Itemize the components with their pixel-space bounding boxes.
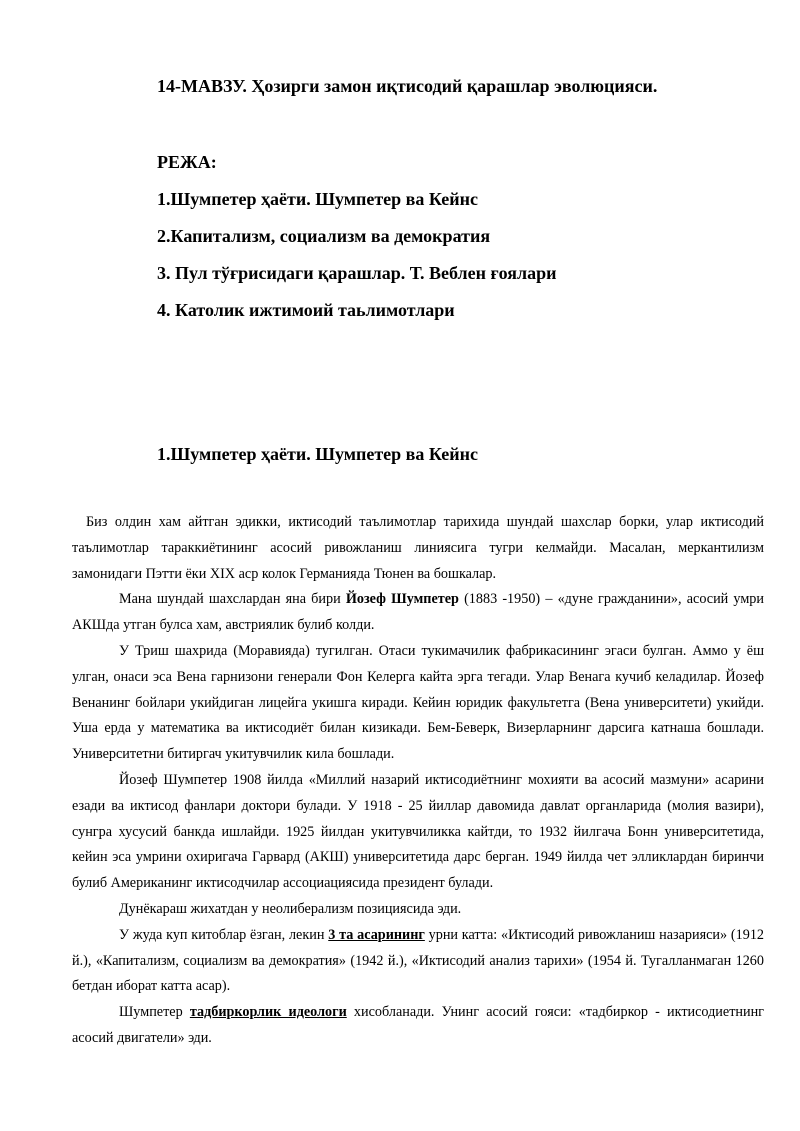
paragraph-7-text-after: хисобланади. Унинг асосий гояси: «тадбиркор - иктисодиетнинг асосий двигатели» эди. <box>72 1004 764 1046</box>
plan-item-3: 3. Пул тўғрисидаги қарашлар. Т. Веблен ғоялари <box>157 263 557 283</box>
paragraph-5: Дунёкараш жихатдан у неолиберализм позициясида эди. <box>119 900 462 917</box>
plan-label: РЕЖА: <box>157 152 217 172</box>
emphasis-three-works: 3 та асарининг <box>328 926 425 943</box>
paragraph-6-text-after: урни катта: «Иктисодий ривожланиш назарияси» (1912 й.), «Капитализм, социализм ва демократия» (1942 й.), «Иктисодий анализ тарихи» (1954 й. Тугалланмаган 1260 бетдан иборат катта асар). <box>72 926 765 995</box>
paragraph-4: Йозеф Шумпетер 1908 йилда «Миллий назарий иктисодиётнинг мохияти ва асосий мазмуни» асарини езади ва иктисод фанлари доктори булади. У 1918 - 25 йиллар давомида давлат органларида (молия вазири), сунгра хусусий банкда ишлайди. 1925 йилдан укитувчиликка кайтди, то 1932 йилгача Бонн университетида, кейин эса умрини охиригача Гарвард (АКШ) университетида дарс берган. 1949 йилда чет элликлардан биринчи булиб Американинг иктисодчилар ассоциациясида президент булади. <box>72 771 764 892</box>
body-text <box>72 510 764 1052</box>
paragraph-3: У Триш шахрида (Моравияда) тугилган. Отаси тукимачилик фабрикасининг эгаси булган. Аммо у ёш улган, онаси эса Вена гарнизони генерали Фон Келерга кайта эрга тегади. Улар Венага кучиб келадилар. Йозеф Венанинг бойлари укийдиган лицейга укишга киради. Кейин юридик факультетга (Вена университети) укийди. Уша ерда у математика ва иктисодиёт билан кизикади. Бем-Беверк, Визерларнинг дарсига катнаша бошлади. Университетни битиргач укитувчилик кила бошлади. <box>72 642 764 763</box>
emphasis-entrepreneurship-ideologist: тадбиркорлик идеологи <box>189 1004 347 1021</box>
section-heading: 1.Шумпетер ҳаёти. Шумпетер ва Кейнс <box>157 444 478 464</box>
paragraph-2-text-before: Мана шундай шахслардан яна бири <box>119 591 346 608</box>
plan-item-2: 2.Капитализм, социализм ва демократия <box>157 226 491 246</box>
plan-item-4: 4. Католик ижтимоий таьлимотлари <box>157 300 455 320</box>
topic-title: 14-МАВЗУ. Ҳозирги замон иқтисодий қарашлар эволюцияси. <box>157 76 658 96</box>
paragraph-7 <box>72 1000 764 1052</box>
paragraph-6-text-before: У жуда куп китоблар ёзган, лекин <box>119 926 329 943</box>
paragraph-6 <box>72 923 764 1000</box>
plan-item-1: 1.Шумпетер ҳаёти. Шумпетер ва Кейнс <box>157 189 478 209</box>
paragraph-2 <box>72 587 764 639</box>
paragraph-7-text-before: Шумпетер <box>119 1004 190 1021</box>
paragraph-1: Биз олдин хам айтган эдикки, иктисодий таълимотлар тарихида шундай шахслар борки, улар иктисодий таълимотлар тараккиётининг асосий ривожланиш линиясига тугри келмайди. Масалан, меркантилизм замонидаги Пэтти ёки XIX аср колок Германияда Тюнен ва бошкалар. <box>72 514 764 582</box>
paragraph-2-text-after: (1883 -1950) – «дуне гражданини», асосий умри АКШда утган булса хам, австриялик булиб колди. <box>72 591 764 634</box>
person-name-schumpeter: Йозеф Шумпетер <box>345 591 459 608</box>
